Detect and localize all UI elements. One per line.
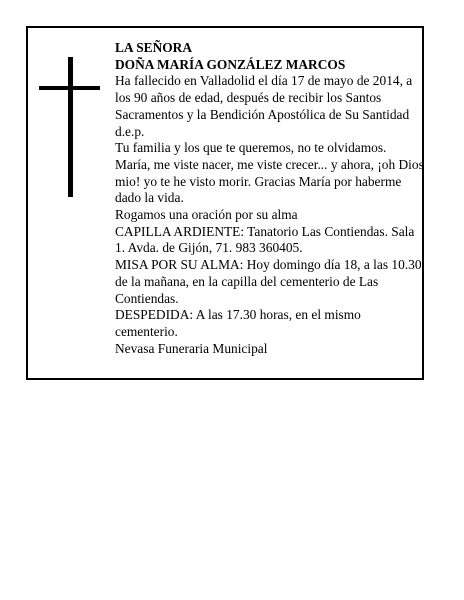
deceased-name: DOÑA MARÍA GONZÁLEZ MARCOS [115, 56, 346, 72]
mass-details: MISA POR SU ALMA: Hoy domingo día 18, a las 10.30 de la mañana, en la capilla del cementerio de Las Contiendas. [115, 257, 422, 306]
cross-vertical-bar [68, 57, 73, 197]
death-announcement: Ha fallecido en Valladolid el día 17 de mayo de 2014, a los 90 años de edad, después de recibir los Santos Sacramentos y la Bendición Apostólica de Su Santidad d.e.p. [115, 73, 413, 139]
funeral-home: Nevasa Funeraria Municipal [115, 340, 268, 356]
prayer-request: Rogamos una oración por su alma [115, 207, 298, 223]
wake-location: CAPILLA ARDIENTE: Tanatorio Las Contiendas. Sala 1. Avda. de Gijón, 71. 983 360405. [115, 223, 415, 256]
notice-text [115, 40, 427, 357]
obituary-notice [26, 26, 424, 380]
deceased-title: LA SEÑORA [115, 40, 193, 55]
family-message: Tu familia y los que te queremos, no te olvidamos. [115, 140, 387, 156]
cross-horizontal-bar [39, 86, 100, 90]
farewell-details: DESPEDIDA: A las 17.30 horas, en el mismo cementerio. [115, 307, 361, 339]
personal-dedication: María, me viste nacer, me viste crecer... y ahora, ¡oh Dios mio! yo te he visto morir. Gracias María por haberme dado la vida. [115, 156, 424, 206]
